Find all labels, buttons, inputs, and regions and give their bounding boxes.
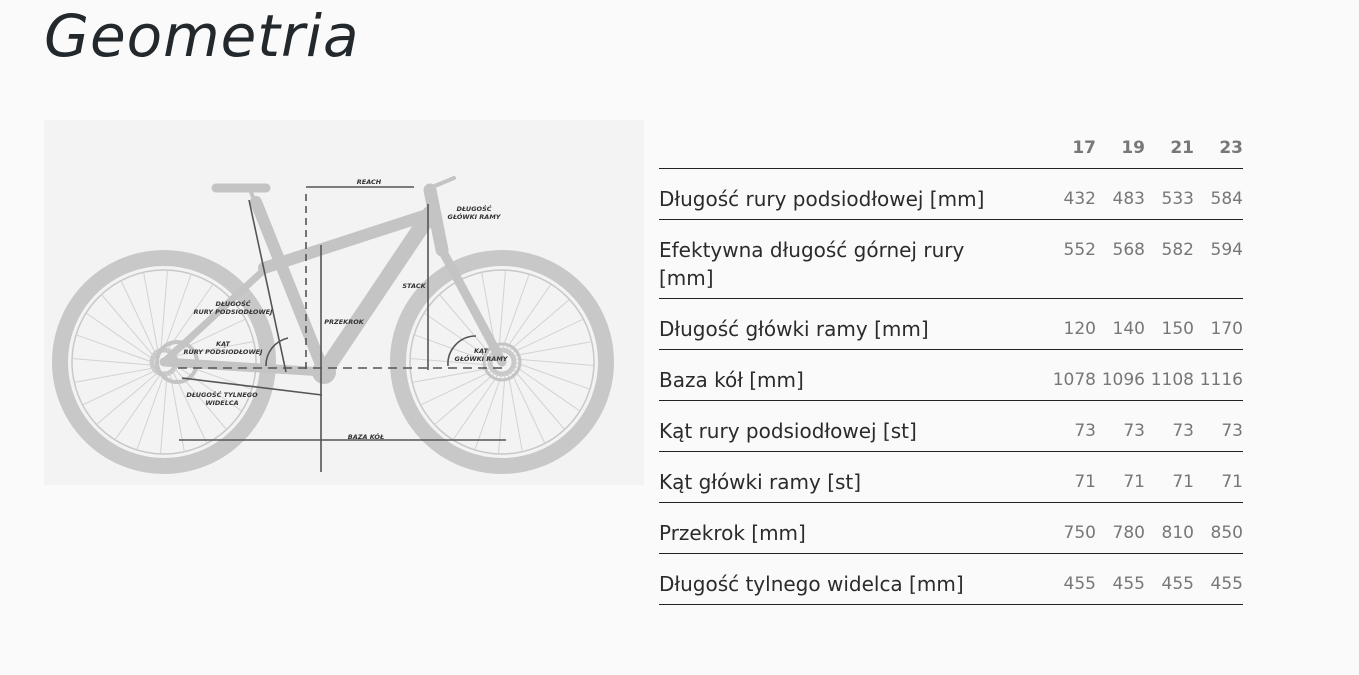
cell-value: 71 (1047, 452, 1096, 503)
spoke (115, 374, 161, 440)
cell-value: 568 (1096, 220, 1145, 299)
spoke (510, 319, 583, 353)
seat-angle-label-1: KĄT (216, 340, 230, 348)
cell-value: 594 (1194, 220, 1243, 299)
cell-value: 582 (1145, 220, 1194, 299)
size-header-21: 21 (1145, 128, 1194, 169)
spoke (76, 335, 152, 362)
bike-geometry-diagram (44, 120, 644, 485)
head-angle-label-1: KĄT (474, 347, 488, 355)
size-header-19: 19 (1096, 128, 1145, 169)
row-label: Kąt rury podsiodłowej [st] (659, 401, 1047, 452)
cell-value: 533 (1145, 169, 1194, 220)
table-header-row (659, 128, 1243, 169)
table-row (659, 169, 1243, 220)
cell-value: 140 (1096, 299, 1145, 350)
cell-value: 455 (1194, 554, 1243, 605)
spoke (412, 368, 491, 382)
row-label: Długość rury podsiodłowej [mm] (659, 169, 1047, 220)
seat-tube-length-label-1: DŁUGOŚĆ (215, 300, 251, 308)
spoke (512, 342, 591, 356)
spoke (86, 313, 152, 359)
head-tube-length-label-2: GŁÓWKI RAMY (447, 213, 501, 221)
spoke (160, 374, 167, 454)
seat-angle-label-2: RURY PODSIODŁOWEJ (183, 348, 263, 356)
cell-value: 73 (1047, 401, 1096, 452)
cell-value: 455 (1047, 554, 1096, 605)
table-header-label (659, 128, 1047, 169)
table-row (659, 401, 1243, 452)
spoke (144, 272, 158, 351)
size-header-23: 23 (1194, 128, 1243, 169)
row-label: Przekrok [mm] (659, 503, 1047, 554)
wheelbase-label: BAZA KÓŁ (347, 433, 385, 441)
table-row (659, 220, 1243, 299)
spoke (137, 374, 164, 450)
spoke (510, 370, 544, 443)
cell-value: 71 (1096, 452, 1145, 503)
bike-illustration (44, 120, 644, 485)
cell-value: 432 (1047, 169, 1096, 220)
row-label: Kąt główki ramy [st] (659, 452, 1047, 503)
spoke (514, 365, 580, 411)
cell-value: 1116 (1194, 350, 1243, 401)
cell-value: 750 (1047, 503, 1096, 554)
cell-value: 810 (1145, 503, 1194, 554)
spoke (498, 374, 505, 454)
chainstay-label-1: DŁUGOŚĆ TYLNEGO (186, 391, 258, 399)
size-header-17: 17 (1047, 128, 1096, 169)
cell-value: 73 (1194, 401, 1243, 452)
geometry-table (659, 128, 1243, 605)
spoke (499, 270, 506, 350)
page-title: Geometria (44, 2, 360, 70)
row-label: Długość tylnego widelca [mm] (659, 554, 1047, 605)
cell-value: 552 (1047, 220, 1096, 299)
cell-value: 120 (1047, 299, 1096, 350)
table-row (659, 350, 1243, 401)
head-angle-label-2: GŁÓWKI RAMY (454, 355, 508, 363)
spoke (83, 370, 156, 404)
spoke (161, 270, 168, 350)
spoke (74, 368, 153, 382)
standover-label: PRZEKROK (324, 318, 364, 326)
cell-value: 584 (1194, 169, 1243, 220)
cell-value: 1096 (1096, 350, 1145, 401)
cell-value: 780 (1096, 503, 1145, 554)
row-label: Baza kół [mm] (659, 350, 1047, 401)
cell-value: 1108 (1145, 350, 1194, 401)
spoke (514, 359, 594, 366)
spoke (421, 370, 494, 404)
row-label: Długość główki ramy [mm] (659, 299, 1047, 350)
cell-value: 73 (1096, 401, 1145, 452)
row-label: Efektywna długość górnej rury [mm] (659, 220, 1047, 299)
cell-value: 455 (1145, 554, 1194, 605)
cell-value: 850 (1194, 503, 1243, 554)
table-row (659, 554, 1243, 605)
cell-value: 170 (1194, 299, 1243, 350)
cell-value: 73 (1145, 401, 1194, 452)
cell-value: 455 (1096, 554, 1145, 605)
reach-label: REACH (356, 178, 382, 186)
cell-value: 71 (1145, 452, 1194, 503)
seat-tube-length-label-2: RURY PODSIODŁOWEJ (193, 308, 273, 316)
table-row (659, 452, 1243, 503)
spoke (72, 358, 152, 365)
spoke (505, 284, 551, 350)
chainstay-label-2: WIDELCA (205, 399, 239, 407)
cell-value: 483 (1096, 169, 1145, 220)
stack-label: STACK (402, 282, 426, 290)
cell-value: 150 (1145, 299, 1194, 350)
spoke (502, 274, 529, 350)
cell-value: 1078 (1047, 350, 1096, 401)
cell-value: 71 (1194, 452, 1243, 503)
spoke (453, 374, 499, 440)
table-row (659, 503, 1243, 554)
spoke (508, 372, 522, 451)
table-row (659, 299, 1243, 350)
spoke (475, 374, 502, 450)
spoke (121, 281, 155, 354)
head-tube-length-label-1: DŁUGOŚĆ (456, 205, 492, 213)
spoke (514, 362, 590, 389)
